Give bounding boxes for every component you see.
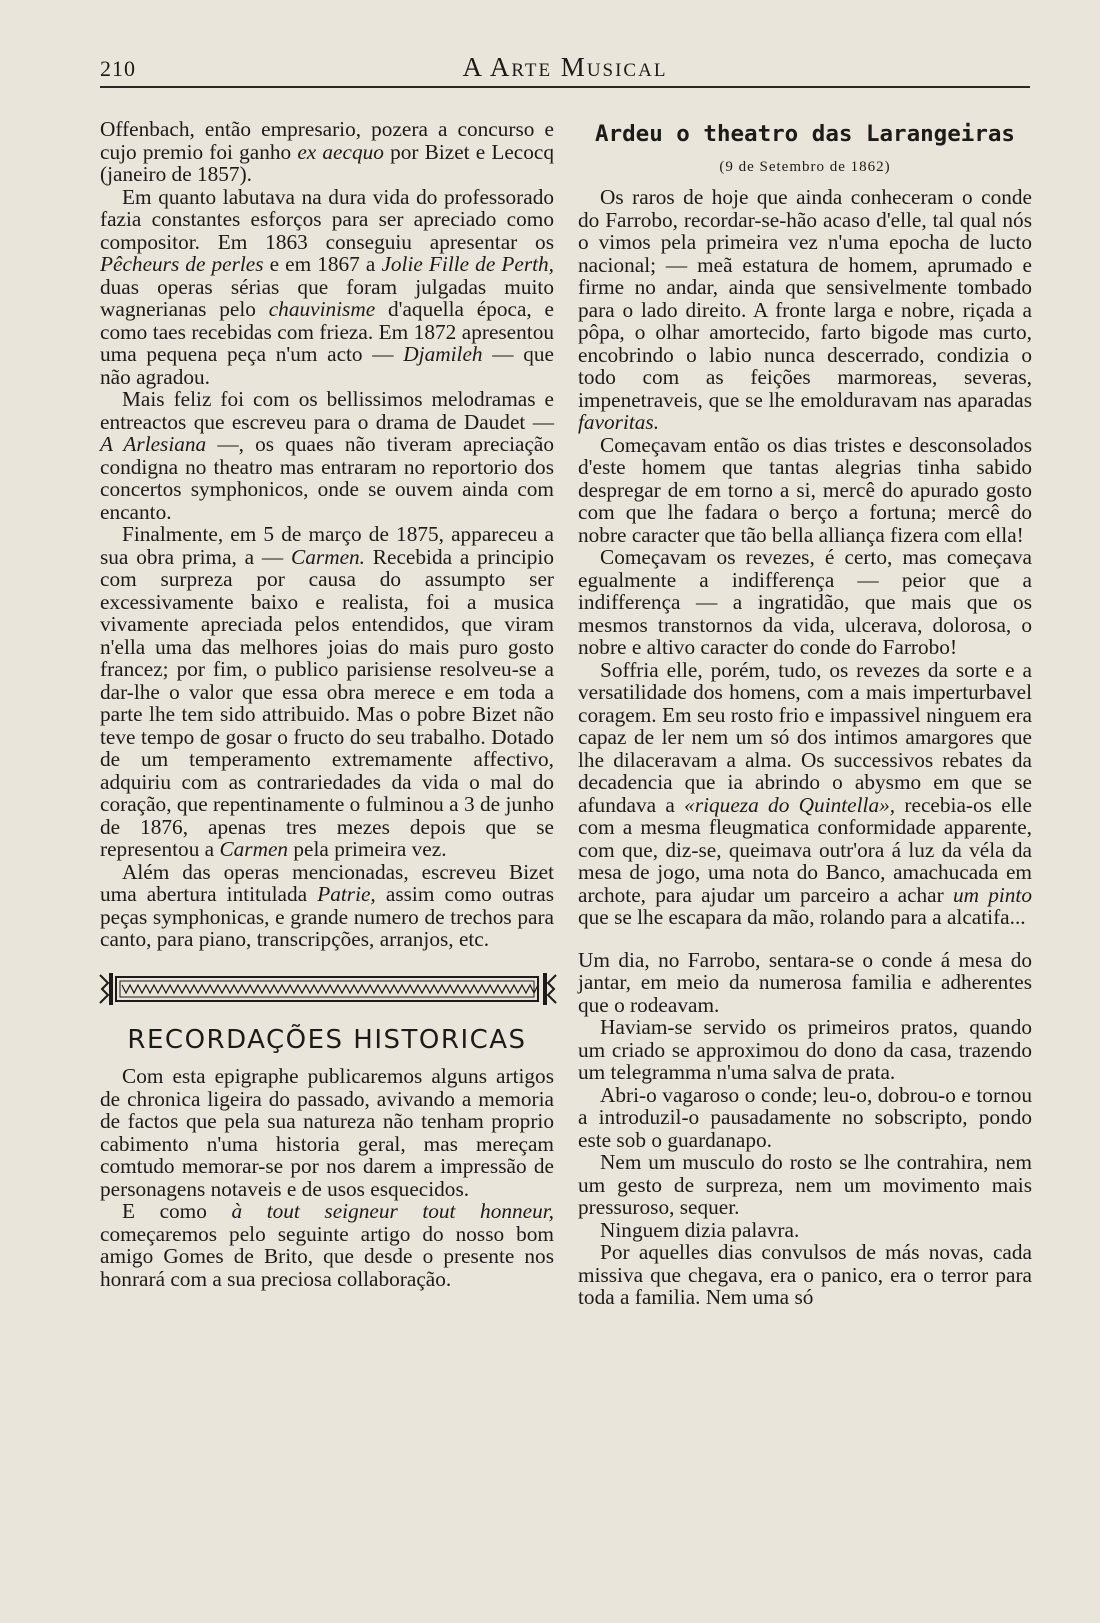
column-gap	[578, 929, 1032, 949]
text-run: Abri-o vagaroso o conde; leu-o, dobrou-o e tornou a introduzil-o pausadamente no sobscripto, pondo este sob o guardanapo.	[578, 1082, 1032, 1152]
paragraph	[100, 1065, 554, 1200]
paragraph	[100, 1200, 554, 1290]
text-run: Um dia, no Farrobo, sentara-se o conde á mesa do jantar, em meio da numerosa familia e adherentes que o rodeavam.	[578, 947, 1032, 1017]
header-rule	[100, 86, 1030, 88]
article-text	[578, 186, 1032, 929]
text-run: duas operas sérias que foram julgadas muito wagnerianas pelo	[100, 274, 554, 321]
text-run: E como	[122, 1199, 232, 1223]
italic-text: chauvinisme	[268, 297, 376, 321]
text-run: Nem um musculo do rosto se lhe contrahira, nem um gesto de surpreza, nem um movimento mais pressuroso, sequer.	[578, 1150, 1032, 1219]
right-column	[578, 118, 1032, 1309]
text-run: Começavam então os dias tristes e desconsolados d'este homem que tantas alegrias tinha sabido despregar de em torno a si, mercê do apurado gosto com que lhe fadara o berço a fortuna; mercê do nobre caracter que tão bella alliança fizera com ella!	[578, 432, 1032, 547]
article-date: (9 de Setembro de 1862)	[719, 158, 891, 175]
article-text-continued	[578, 949, 1032, 1309]
paragraph	[578, 1016, 1032, 1084]
text-run: Começavam os revezes, é certo, mas começava egualmente a indifferença — peior que a indifferença — a ingratidão, que mais que os mesmos transtornos da vida, ulcerava, dolorosa, o nobre e altivo caracter do conde do Farrobo!	[578, 545, 1032, 659]
text-run: — que não agradou.	[100, 342, 554, 389]
text-run: —, os quaes não tiveram apreciação condigna no theatro mas entraram no reportorio dos concertos symphonicos, onde se ouvem ainda com encanto.	[100, 432, 554, 524]
left-column	[100, 118, 554, 1290]
text-run: Soffria elle, porém, tudo, os revezes da sorte e a versatilidade dos homens, com a mais imperturbavel coragem. Em seu rosto frio e impassivel ninguem era capaz de ler nem um só dos intimos amargores que lhe dilaceravam a alma. Os successivos rebates da decadencia que ia abrindo o abysmo em que se afundava a	[578, 657, 1032, 817]
italic-text: à tout seigneur tout honneur,	[231, 1199, 554, 1223]
italic-text: A Arlesiana	[100, 432, 207, 456]
paragraph	[578, 1151, 1032, 1219]
text-run: Finalmente, em 5 de março de 1875, appareceu a sua obra prima, a —	[100, 522, 554, 569]
paragraph	[100, 186, 554, 389]
text-run: Recebida a principio com surpreza por causa do assumpto ser excessivamente baixo e realista, foi a musica vivamente apreciada pelos entendidos, que viram n'ella uma das melhores joias do mais puro gosto francez; por fim, o publico parisiense resolveu-se a dar-lhe o valor que essa obra merece e em toda a parte lhe tem sido attribuido. Mas o pobre Bizet não teve tempo de gosar o fructo do seu trabalho. Dotado de um temperamento extremamente affectivo, adquiriu com as contrariedades da vida o mal do coração, que repentinamente o fulminou a 3 de junho de 1876, apenas tres mezes depois que se representou a	[100, 544, 555, 861]
text-run: Em quanto labutava na dura vida do professorado fazia constantes esforços para ser apreciado como compositor. Em 1863 conseguiu apresentar os	[100, 184, 554, 254]
text-run: Além das operas mencionadas, escreveu Bizet uma abertura intitulada	[100, 859, 554, 906]
paragraph	[100, 388, 554, 523]
text-run: recebia-os elle com a mesma fleugmatica conformidade apparente, com que, diz-se, queimava outr'ora á luz da véla da mesa de jogo, uma nota do Banco, amachucada em archote, para ajudar um parceiro a achar	[578, 792, 1032, 907]
paragraph	[100, 118, 554, 186]
paragraph	[578, 1084, 1032, 1152]
page-number: 210	[100, 56, 136, 81]
text-run: Haviam-se servido os primeiros pratos, quando um criado se approximou do dono da casa, trazendo um telegramma n'uma salva de prata.	[578, 1015, 1032, 1084]
italic-text: um pinto	[952, 882, 1032, 907]
article-title: Ardeu o theatro das Larangeiras	[595, 121, 1015, 147]
paragraph	[578, 1241, 1032, 1309]
text-run: que se lhe escapara da mão, rolando para a alcatifa...	[578, 905, 1026, 929]
text-run: por Bizet e Lecocq (janeiro de 1857).	[100, 139, 555, 186]
paragraph	[100, 861, 554, 951]
italic-text: ex aecquo	[297, 139, 384, 164]
text-run: e em 1867 a	[263, 252, 382, 276]
text-run: Os raros de hoje que ainda conheceram o conde do Farrobo, recordar-se-hão acaso d'elle, tal qual nós o vimos pela primeira vez n'uma epocha de lucto nacional; — meã estatura de homem, aprumado e firme no andar, ainda que sensivelmente tombado para o lado direito. A fronte larga e nobre, riçada a pôpa, o olhar amortecido, farto bigode mas curto, encobrindo o labio nunca descerrado, condizia o todo com as feições marmoreas, severas, impenetraveis, que se lhe emolduravam nas aparadas	[578, 185, 1032, 412]
paragraph	[578, 186, 1032, 434]
paragraph	[578, 1219, 1032, 1242]
italic-text: Jolie Fille de Perth,	[381, 252, 554, 276]
paragraph	[578, 949, 1032, 1017]
paragraph	[578, 434, 1032, 547]
text-run: Ninguem dizia palavra.	[600, 1217, 800, 1242]
text-run: Por aquelles dias convulsos de más novas, cada missiva que chegava, era o panico, era o terror para toda a familia. Nem uma só	[578, 1240, 1032, 1309]
text-run: d'aquella época, e como taes recebidas com frieza. Em 1872 apresentou uma pequena peça n'um acto —	[100, 297, 555, 366]
text-run: Com esta epigraphe publicaremos alguns artigos de chronica ligeira do passado, avivando a memoria de factos que pela sua natureza não tenham proprio cabimento n'uma historia geral, mas mereçam comtudo memorar-se por nos darem a impressão de personagens notaveis e de usos esquecidos.	[100, 1064, 554, 1201]
paragraph	[100, 523, 554, 861]
bizet-text	[100, 118, 554, 951]
italic-text: favoritas.	[578, 410, 660, 434]
ornamental-divider	[98, 969, 558, 1009]
text-run: começaremos pelo seguinte artigo do nosso bom amigo Gomes de Brito, que desde o presente nos honrará com a sua preciosa collaboração.	[100, 1221, 554, 1291]
italic-text: Carmen	[219, 837, 289, 861]
text-run: assim como outras peças symphonicas, e grande numero de trechos para canto, para piano, transcripções, arranjos, etc.	[100, 882, 554, 951]
italic-text: Pêcheurs de perles	[100, 252, 264, 276]
section-intro-text	[100, 1065, 554, 1290]
text-run: pela primeira vez.	[288, 837, 447, 861]
text-run: Mais feliz foi com os bellissimos melodramas e entreactos que escreveu para o drama de Daudet —	[100, 387, 554, 434]
running-title: A Arte Musical	[462, 52, 668, 82]
italic-text: Patrie,	[317, 882, 376, 906]
text-run: Offenbach, então empresario, pozera a concurso e cujo premio foi ganho	[100, 117, 554, 164]
section-heading: RECORDAÇÕES HISTORICAS	[127, 1024, 527, 1055]
italic-text: Carmen.	[291, 544, 365, 569]
paragraph	[578, 546, 1032, 659]
paragraph	[578, 659, 1032, 929]
italic-text: «riqueza do Quintella»,	[684, 792, 896, 817]
italic-text: Djamileh	[403, 342, 483, 366]
